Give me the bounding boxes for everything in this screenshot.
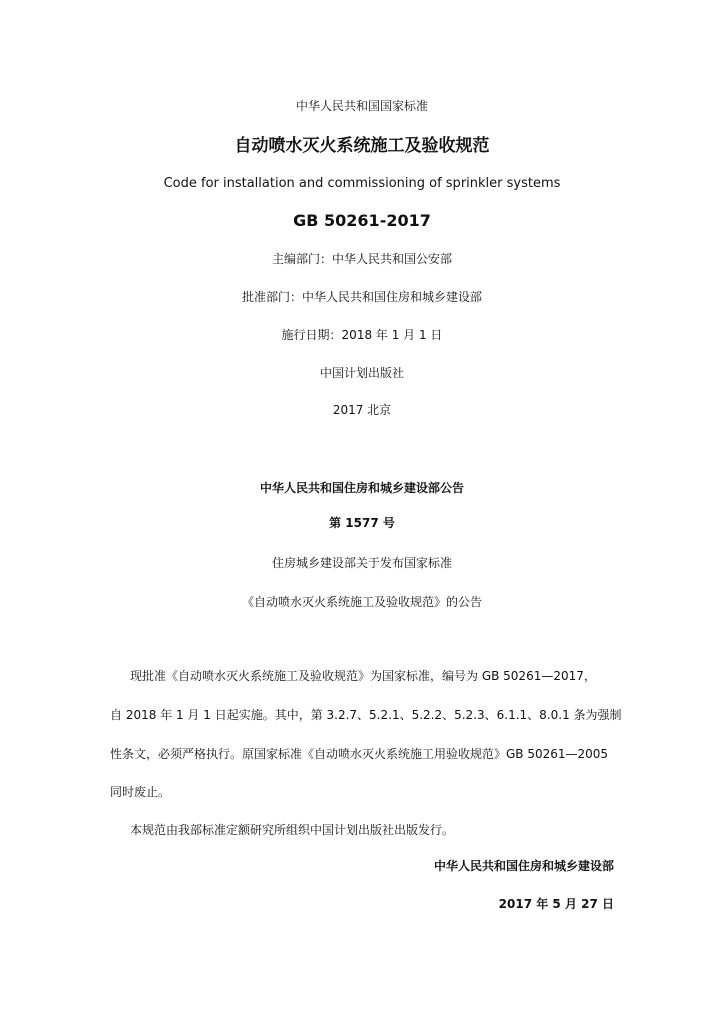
standard-code: GB 50261-2017 — [293, 211, 431, 230]
approving-department: 批准部门：中华人民共和国住房和城乡建设部 — [241, 290, 482, 304]
effective-date: 施行日期：2018 年 1 月 1 日 — [281, 328, 443, 342]
announcement-body-line: 性条文，必须严格执行。原国家标准《自动喷水灭火系统施工用验收规范》GB 50261—2005 — [110, 747, 609, 761]
document-title-zh: 自动喷水灭火系统施工及验收规范 — [234, 136, 490, 156]
publish-year-place: 2017 北京 — [332, 403, 392, 417]
document-title-en: Code for installation and commissioning of sprinkler systems — [163, 176, 561, 191]
signature-organization: 中华人民共和国住房和城乡建设部 — [433, 859, 614, 873]
announcement-number: 第 1577 号 — [329, 516, 395, 530]
announcement-body-line: 本规范由我部标准定额研究所组织中国计划出版社出版发行。 — [130, 823, 455, 837]
signature-date: 2017 年 5 月 27 日 — [498, 897, 614, 911]
announcement-body-line: 同时废止。 — [110, 785, 171, 799]
announcement-title: 中华人民共和国住房和城乡建设部公告 — [259, 481, 464, 495]
standard-type: 中华人民共和国国家标准 — [295, 99, 428, 113]
chief-editor: 主编部门：中华人民共和国公安部 — [271, 252, 452, 266]
announcement-subtitle-1: 住房城乡建设部关于发布国家标准 — [271, 556, 452, 570]
announcement-body-line: 自 2018 年 1 月 1 日起实施。其中，第 3.2.7、5.2.1、5.2.2、5.2.3、6.1.1、8.0.1 条为强制 — [110, 708, 622, 722]
publisher: 中国计划出版社 — [319, 366, 404, 380]
announcement-subtitle-2: 《自动喷水灭火系统施工及验收规范》的公告 — [241, 595, 482, 609]
announcement-body-line: 现批准《自动喷水灭火系统施工及验收规范》为国家标准，编号为 GB 50261—2017， — [130, 669, 596, 683]
